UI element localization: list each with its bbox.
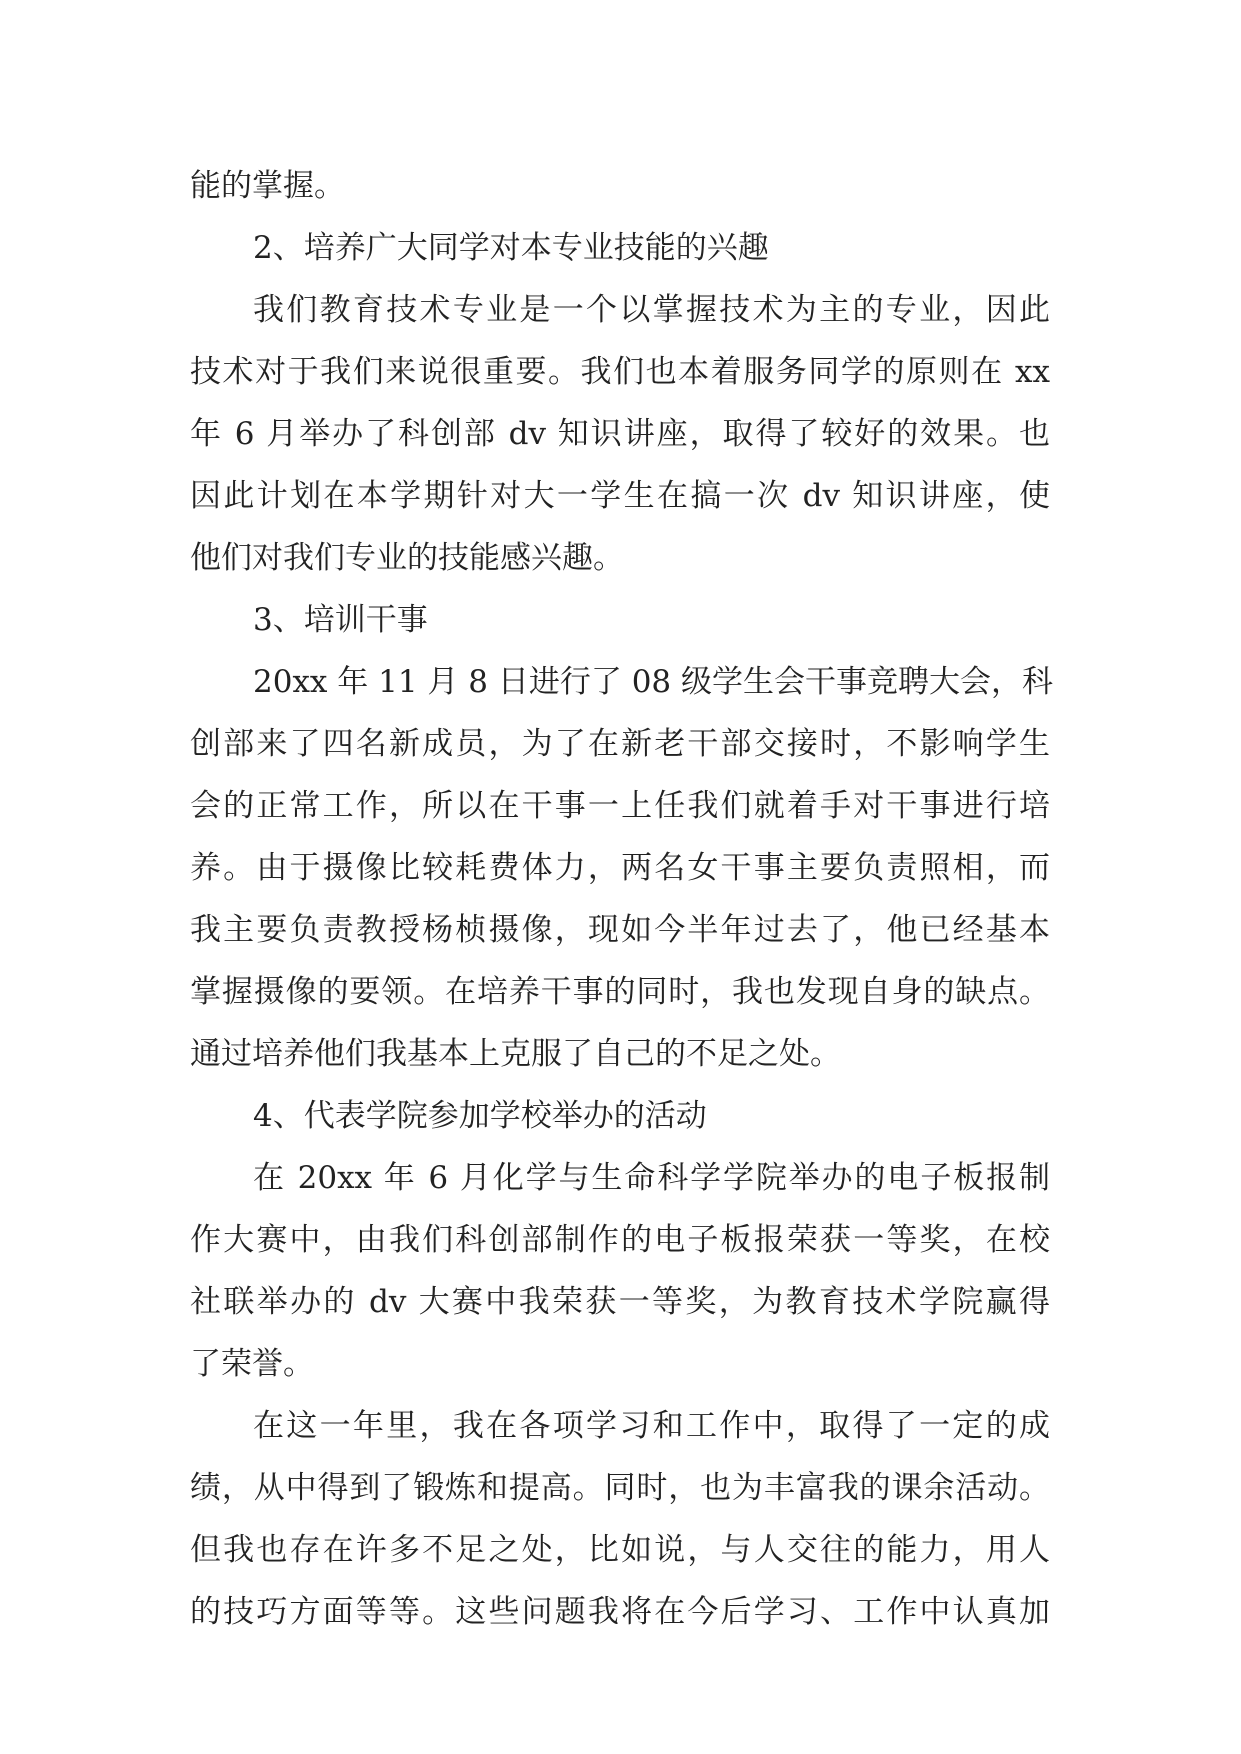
text-line: 社联举办的 dv 大赛中我荣获一等奖，为教育技术学院赢得	[190, 1284, 1050, 1320]
text-line: 通过培养他们我基本上克服了自己的不足之处。	[190, 1036, 841, 1072]
text-line: 能的掌握。	[190, 168, 345, 204]
text-line: 因此计划在本学期针对大一学生在搞一次 dv 知识讲座，使	[190, 478, 1050, 514]
text-line: 掌握摄像的要领。在培养干事的同时，我也发现自身的缺点。	[190, 974, 1050, 1010]
text-line: 他们对我们专业的技能感兴趣。	[190, 540, 624, 576]
section-heading: 4、代表学院参加学校举办的活动	[253, 1098, 707, 1134]
text-line: 技术对于我们来说很重要。我们也本着服务同学的原则在 xx	[190, 354, 1050, 390]
text-line: 绩，从中得到了锻炼和提高。同时，也为丰富我的课余活动。	[190, 1470, 1050, 1506]
text-line: 的技巧方面等等。这些问题我将在今后学习、工作中认真加	[190, 1594, 1050, 1630]
text-line: 我主要负责教授杨桢摄像，现如今半年过去了，他已经基本	[190, 912, 1050, 948]
text-line: 作大赛中，由我们科创部制作的电子板报荣获一等奖，在校	[190, 1222, 1050, 1258]
section-heading: 3、培训干事	[253, 602, 428, 638]
text-line: 20xx 年 11 月 8 日进行了 08 级学生会干事竞聘大会，科	[253, 664, 1054, 700]
section-heading: 2、培养广大同学对本专业技能的兴趣	[253, 230, 769, 266]
text-line: 但我也存在许多不足之处，比如说，与人交往的能力，用人	[190, 1532, 1050, 1568]
text-line: 创部来了四名新成员，为了在新老干部交接时，不影响学生	[190, 726, 1050, 762]
text-line: 养。由于摄像比较耗费体力，两名女干事主要负责照相，而	[190, 850, 1050, 886]
text-line: 在 20xx 年 6 月化学与生命科学学院举办的电子板报制	[253, 1160, 1050, 1196]
text-line: 在这一年里，我在各项学习和工作中，取得了一定的成	[253, 1408, 1050, 1444]
text-line: 我们教育技术专业是一个以掌握技术为主的专业，因此	[253, 292, 1050, 328]
text-line: 年 6 月举办了科创部 dv 知识讲座，取得了较好的效果。也	[190, 416, 1050, 452]
text-line: 会的正常工作，所以在干事一上任我们就着手对干事进行培	[190, 788, 1050, 824]
text-line: 了荣誉。	[190, 1346, 314, 1382]
